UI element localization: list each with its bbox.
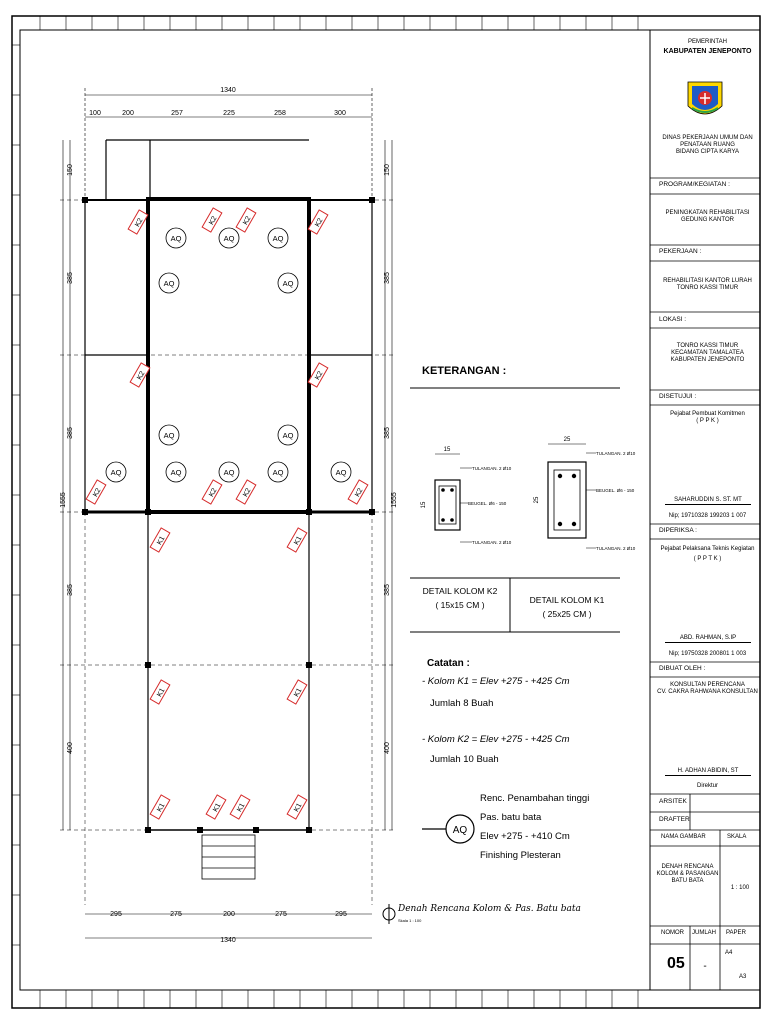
right-dim: 400: [384, 742, 391, 754]
svg-text:K2: K2: [134, 217, 145, 229]
left-dim: 385: [67, 427, 74, 439]
paper-a3: A3: [739, 974, 747, 980]
ppk-nip: Nip; 19710328 199203 1 007: [668, 513, 747, 519]
svg-text:K2: K2: [242, 487, 253, 499]
svg-text:AQ: AQ: [223, 468, 235, 477]
side-dimension-texts: [60, 164, 398, 754]
aq-marker: [268, 228, 288, 248]
detail-k1-title: DETAIL KOLOM K1: [529, 595, 605, 605]
dibuat-label: DIBUAT OLEH :: [659, 665, 706, 672]
top-dim: 258: [274, 110, 286, 117]
left-dim: 385: [67, 272, 74, 284]
pptk-nip: Nip; 19750328 200801 1 003: [668, 651, 747, 657]
detail-k2: [421, 447, 512, 610]
aq-note-line: Renc. Penambahan tinggi: [480, 793, 590, 804]
svg-text:K1: K1: [293, 687, 304, 699]
pekerjaan-value: REHABILITASI KANTOR LURAH TONRO KASSI TIMUR: [663, 278, 752, 291]
svg-text:AQ: AQ: [452, 825, 468, 836]
left-dim: 385: [67, 584, 74, 596]
column-tag: [287, 680, 307, 704]
notes-heading: Catatan :: [427, 658, 470, 669]
svg-text:K1: K1: [156, 802, 167, 814]
sheet-number: 05: [667, 955, 685, 972]
bottom-dim: 275: [275, 911, 287, 918]
svg-text:K2: K2: [92, 487, 103, 499]
diperiksa-label: DIPERIKSA :: [659, 527, 697, 534]
aq-note-line: Elev +275 - +410 Cm: [480, 831, 570, 842]
lokasi-label: LOKASI :: [659, 316, 687, 323]
legend: [410, 365, 636, 861]
left-dim: 400: [67, 742, 74, 754]
plan-scale: Skala 1 : 100: [398, 918, 422, 923]
aq-marker: [159, 273, 179, 293]
svg-text:TULANGAN. 2 Ø10: TULANGAN. 2 Ø10: [472, 466, 512, 471]
svg-text:K1: K1: [156, 687, 167, 699]
column-tag: [308, 210, 328, 234]
top-dimension-lines: [85, 88, 372, 200]
right-dim: 385: [384, 584, 391, 596]
drawing-name: DENAH RENCANA KOLOM & PASANGAN BATU BATA: [656, 864, 719, 884]
detail-k2-size: ( 15x15 CM ): [435, 600, 485, 610]
note-k1-count: Jumlah 8 Buah: [430, 698, 494, 709]
aq-note-line: Pas. batu bata: [480, 812, 542, 823]
column-squares: [82, 197, 375, 833]
column-tag: [202, 208, 222, 232]
top-dim: 200: [122, 110, 134, 117]
column-tag: [150, 680, 170, 704]
aq-marker: [331, 462, 351, 482]
svg-text:K2: K2: [242, 215, 253, 227]
scale-value: 1 : 100: [730, 885, 750, 891]
gov-label: PEMERINTAH: [688, 39, 727, 45]
pekerjaan-label: PEKERJAAN :: [659, 248, 702, 255]
right-total-dim: 1555: [391, 492, 398, 508]
column-tag: [150, 528, 170, 552]
bottom-dim: 275: [170, 911, 182, 918]
svg-text:TULANGAN. 2 Ø10: TULANGAN. 2 Ø10: [472, 540, 512, 545]
aq-marker: [159, 425, 179, 445]
aq-marker: [278, 425, 298, 445]
program-label: PROGRAM/KEGIATAN :: [659, 181, 730, 188]
program-value: PENINGKATAN REHABILITASI GEDUNG KANTOR: [665, 210, 750, 223]
regency-name: KABUPATEN JENEPONTO: [663, 48, 752, 55]
svg-text:AQ: AQ: [282, 431, 294, 440]
svg-text:K1: K1: [293, 802, 304, 814]
column-tag: [202, 480, 222, 504]
stairs: [202, 835, 255, 879]
svg-text:BEUGEL. Ø6 - 150: BEUGEL. Ø6 - 150: [468, 501, 507, 506]
detail-k1: [530, 437, 636, 619]
svg-text:AQ: AQ: [272, 468, 284, 477]
svg-text:AQ: AQ: [163, 431, 175, 440]
diperiksa-role: Pejabat Pelaksana Teknis Kegiatan: [660, 546, 755, 552]
aq-marker: [106, 462, 126, 482]
aq-marker: [278, 273, 298, 293]
note-k1: - Kolom K1 = Elev +275 - +425 Cm: [422, 676, 570, 687]
svg-text:K2: K2: [354, 487, 365, 499]
top-dim: 225: [223, 110, 235, 117]
top-dim: 257: [171, 110, 183, 117]
svg-text:AQ: AQ: [272, 234, 284, 243]
bottom-dim: 295: [110, 911, 122, 918]
column-tag: [236, 480, 256, 504]
legend-heading: KETERANGAN :: [422, 365, 507, 377]
svg-text:AQ: AQ: [282, 279, 294, 288]
right-dim: 150: [384, 164, 391, 176]
svg-text:AQ: AQ: [163, 279, 175, 288]
svg-text:K2: K2: [136, 370, 147, 382]
svg-text:AQ: AQ: [170, 468, 182, 477]
aq-marker: [219, 462, 239, 482]
column-tag: [236, 208, 256, 232]
agency-name: DINAS PEKERJAAN UMUM DAN PENATAAN RUANG BIDANG CIPTA KARYA: [662, 135, 753, 155]
svg-text:15: 15: [421, 501, 427, 509]
column-tag: [128, 210, 148, 234]
svg-text:AQ: AQ: [223, 234, 235, 243]
svg-text:25: 25: [534, 496, 540, 504]
disetujui-role: Pejabat Pembuat Komitmen ( P P K ): [670, 411, 745, 424]
top-total-dim: 1340: [220, 87, 236, 94]
svg-text:TULANGAN. 2 Ø10: TULANGAN. 2 Ø10: [596, 451, 636, 456]
consultant: KONSULTAN PERENCANA CV. CAKRA RAHWANA KONSULTAN: [657, 682, 758, 695]
drafter-label: DRAFTER: [659, 816, 690, 823]
svg-text:K1: K1: [156, 535, 167, 547]
right-dim: 385: [384, 272, 391, 284]
director-name: H. ADHAN ABIDIN, ST: [665, 768, 751, 776]
svg-text:AQ: AQ: [170, 234, 182, 243]
bottom-dim: 200: [223, 911, 235, 918]
bottom-dim: 295: [335, 911, 347, 918]
column-tag: [308, 363, 328, 387]
column-tag: [86, 480, 106, 504]
plan-title: Denah Rencana Kolom & Pas. Batu bata: [398, 904, 581, 914]
pptk-name: ABD. RAHMAN, S.IP: [665, 635, 751, 643]
aq-note-line: Finishing Plesteran: [480, 850, 561, 861]
left-dim: 150: [67, 164, 74, 176]
pptk-role: ( P P T K ): [693, 556, 722, 562]
svg-text:AQ: AQ: [335, 468, 347, 477]
title-block: PEMERINTAH KABUPATEN JENEPONTO DINAS PEKERJAAN UMUM DAN PENATAAN RUANG BIDANG CIPTA KARYA PROGRAM/KEGIATAN : PENINGKATAN REHABILITASI GEDUNG KANTOR PEKERJAAN : REHABILITASI KANTOR LURAH TONRO KASSI TIMUR LOKASI : TONRO KASSI TIMUR KECAMATAN TAMALATEA KABUPATEN JENEPONTO DISETUJUI : Pejabat Pembuat Komitmen ( P P K ) SAHARUDDIN S. ST. MT Nip; 19710328 199203 1 007 DIPERIKSA : Pejabat Pelaksana Teknis Kegiatan ( P P T K ) ABD. RAHMAN, S.IP Nip; 19750328 200801 1 003 DIBUAT OLEH : KONSULTAN PERENCANA CV. CAKRA RAHWANA KONSULTAN H. ADHAN ABIDIN, ST Direktur ARSITEK DRAFTER NAMA GAMBAR SKALA DENAH RENCANA KOLOM & PASANGAN BATU BATA 1 : 100 NOMOR JUMLAH PAPER 05 - A4 A3: [655, 30, 760, 990]
column-tag: [206, 795, 226, 819]
left-total-dim: 1555: [60, 492, 67, 508]
svg-text:BEUGEL. Ø6 - 150: BEUGEL. Ø6 - 150: [596, 488, 635, 493]
arsitek-label: ARSITEK: [659, 798, 687, 805]
column-tag: [287, 795, 307, 819]
top-dim: 300: [334, 110, 346, 117]
svg-text:15: 15: [443, 447, 451, 453]
aq-marker: [166, 228, 186, 248]
top-dim: 100: [89, 110, 101, 117]
note-k2: - Kolom K2 = Elev +275 - +425 Cm: [422, 734, 570, 745]
svg-text:K2: K2: [208, 215, 219, 227]
ppk-name: SAHARUDDIN S. ST. MT: [665, 497, 751, 505]
svg-text:K1: K1: [236, 802, 247, 814]
aq-marker: [268, 462, 288, 482]
svg-text:TULANGAN. 2 Ø10: TULANGAN. 2 Ø10: [596, 546, 636, 551]
detail-k2-title: DETAIL KOLOM K2: [422, 586, 498, 596]
svg-text:K1: K1: [293, 535, 304, 547]
disetujui-label: DISETUJUI :: [659, 393, 697, 400]
director-title: Direktur: [696, 783, 718, 789]
column-tag: [287, 528, 307, 552]
column-tag: [348, 480, 368, 504]
svg-text:K2: K2: [208, 487, 219, 499]
detail-k1-size: ( 25x25 CM ): [542, 609, 592, 619]
plan-title-group: [383, 904, 581, 924]
svg-text:AQ: AQ: [110, 468, 122, 477]
svg-text:K1: K1: [212, 802, 223, 814]
svg-text:25: 25: [563, 437, 571, 443]
bottom-total-dim: 1340: [220, 937, 236, 944]
column-tag: [230, 795, 250, 819]
lokasi-value: TONRO KASSI TIMUR KECAMATAN TAMALATEA KABUPATEN JENEPONTO: [670, 343, 745, 363]
grid-lines: [60, 200, 395, 905]
aq-marker: [166, 462, 186, 482]
column-tag: [150, 795, 170, 819]
right-dim: 385: [384, 427, 391, 439]
note-k2-count: Jumlah 10 Buah: [430, 754, 499, 765]
sheet-count: -: [703, 961, 707, 972]
aq-marker: [219, 228, 239, 248]
paper-a4: A4: [725, 950, 733, 956]
svg-text:K2: K2: [314, 370, 325, 382]
svg-text:K2: K2: [314, 217, 325, 229]
